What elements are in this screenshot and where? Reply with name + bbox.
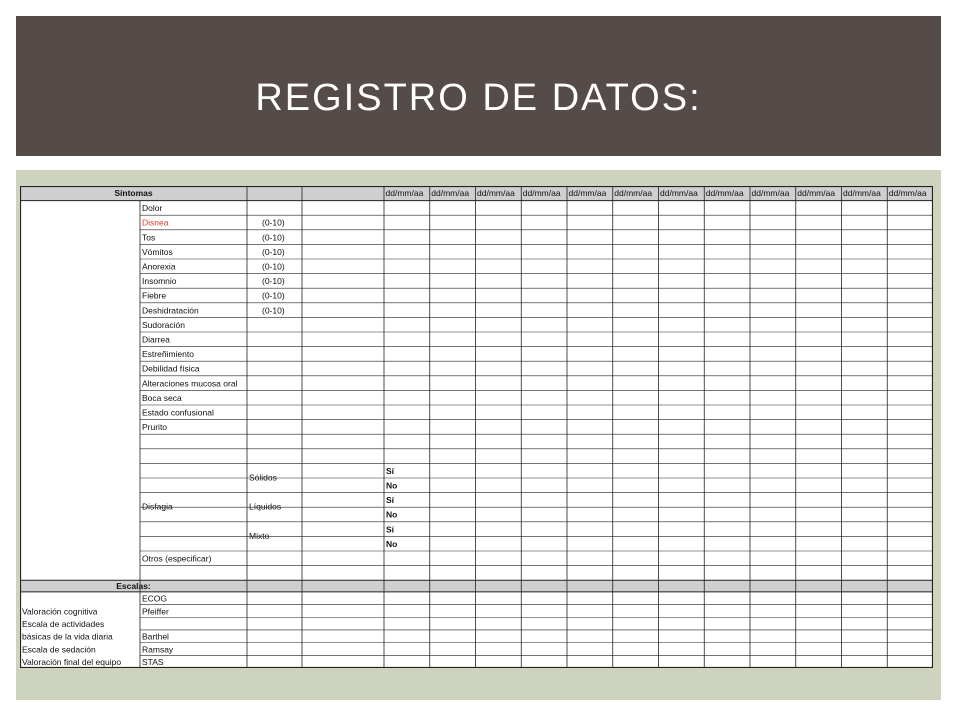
symptom-scale: (0-10): [262, 276, 285, 287]
dysphagia-option: No: [386, 538, 398, 549]
date-column-header: dd/mm/aa: [614, 188, 653, 198]
symptom-record-table: [20, 186, 933, 668]
symptom-name: Dolor: [142, 203, 163, 214]
date-column-header: dd/mm/aa: [431, 188, 470, 198]
symptom-name: Boca seca: [142, 392, 182, 403]
symptom-name: Prurito: [142, 422, 168, 433]
scales-label: Escalas:: [116, 581, 151, 592]
dysphagia-type: Sólidos: [249, 472, 277, 483]
symptom-name: Sudoración: [142, 319, 186, 330]
dysphagia-option: Sí: [386, 524, 395, 535]
dysphagia-type: Mixto: [249, 530, 270, 541]
scale-category: Valoración final del equipo: [22, 657, 122, 667]
slide-title: REGISTRO DE DATOS:: [255, 77, 702, 119]
symptom-name: Debilidad física: [142, 363, 200, 374]
scale-category: Escala de actividades: [22, 618, 105, 629]
symptom-name: Vómitos: [142, 246, 173, 257]
dysphagia-option: No: [386, 480, 398, 491]
symptom-scale: (0-10): [262, 290, 285, 301]
dysphagia-option: Sí: [386, 495, 395, 506]
date-column-header: dd/mm/aa: [522, 188, 561, 198]
scale-category: básicas de la vida diaria: [22, 631, 113, 642]
symptom-name: Deshidratación: [142, 305, 199, 316]
scale-category: Valoración cognitiva: [22, 606, 98, 617]
table-grid: [20, 186, 933, 668]
dysphagia-option: Sí: [386, 465, 395, 476]
scale-name: Ramsay: [142, 644, 174, 655]
scale-name: Barthel: [142, 631, 169, 642]
dysphagia-option: No: [386, 509, 398, 520]
date-column-header: dd/mm/aa: [705, 188, 744, 198]
scale-name: Pfeiffer: [142, 606, 169, 617]
symptom-name: Tos: [142, 232, 156, 243]
date-column-header: dd/mm/aa: [660, 188, 698, 198]
others-label: Otros (especificar): [142, 553, 212, 564]
date-column-header: dd/mm/aa: [385, 188, 424, 198]
symptom-name: Estreñimiento: [142, 349, 194, 360]
content-area: [16, 170, 941, 700]
date-column-header: dd/mm/aa: [477, 188, 515, 198]
symptom-name: Fiebre: [142, 290, 167, 301]
symptom-name: Insomnio: [142, 276, 177, 287]
symptom-name: Alteraciones mucosa oral: [142, 378, 238, 389]
date-column-header: dd/mm/aa: [568, 188, 607, 198]
date-column-header: dd/mm/aa: [797, 188, 836, 198]
symptom-scale: (0-10): [262, 246, 285, 257]
symptom-scale: (0-10): [262, 217, 285, 228]
scale-name: ECOG: [142, 593, 168, 604]
symptom-name: Anorexia: [142, 261, 176, 272]
symptom-name: Diarrea: [142, 334, 170, 345]
dysphagia-label: Disfagia: [142, 501, 173, 512]
symptom-name: Estado confusional: [142, 407, 214, 418]
date-column-header: dd/mm/aa: [751, 188, 790, 198]
scale-category: Escala de sedación: [22, 644, 96, 655]
date-column-header: dd/mm/aa: [888, 188, 927, 198]
scale-name: STAS: [142, 657, 164, 667]
date-column-header: dd/mm/aa: [843, 188, 881, 198]
header-symptoms-label: Síntomas: [114, 188, 153, 198]
symptom-scale: (0-10): [262, 261, 285, 272]
symptom-scale: (0-10): [262, 305, 285, 316]
symptom-scale: (0-10): [262, 232, 285, 243]
dysphagia-type: Líquidos: [249, 501, 282, 512]
symptom-name: Disnea: [142, 217, 169, 228]
title-band: [16, 16, 941, 156]
